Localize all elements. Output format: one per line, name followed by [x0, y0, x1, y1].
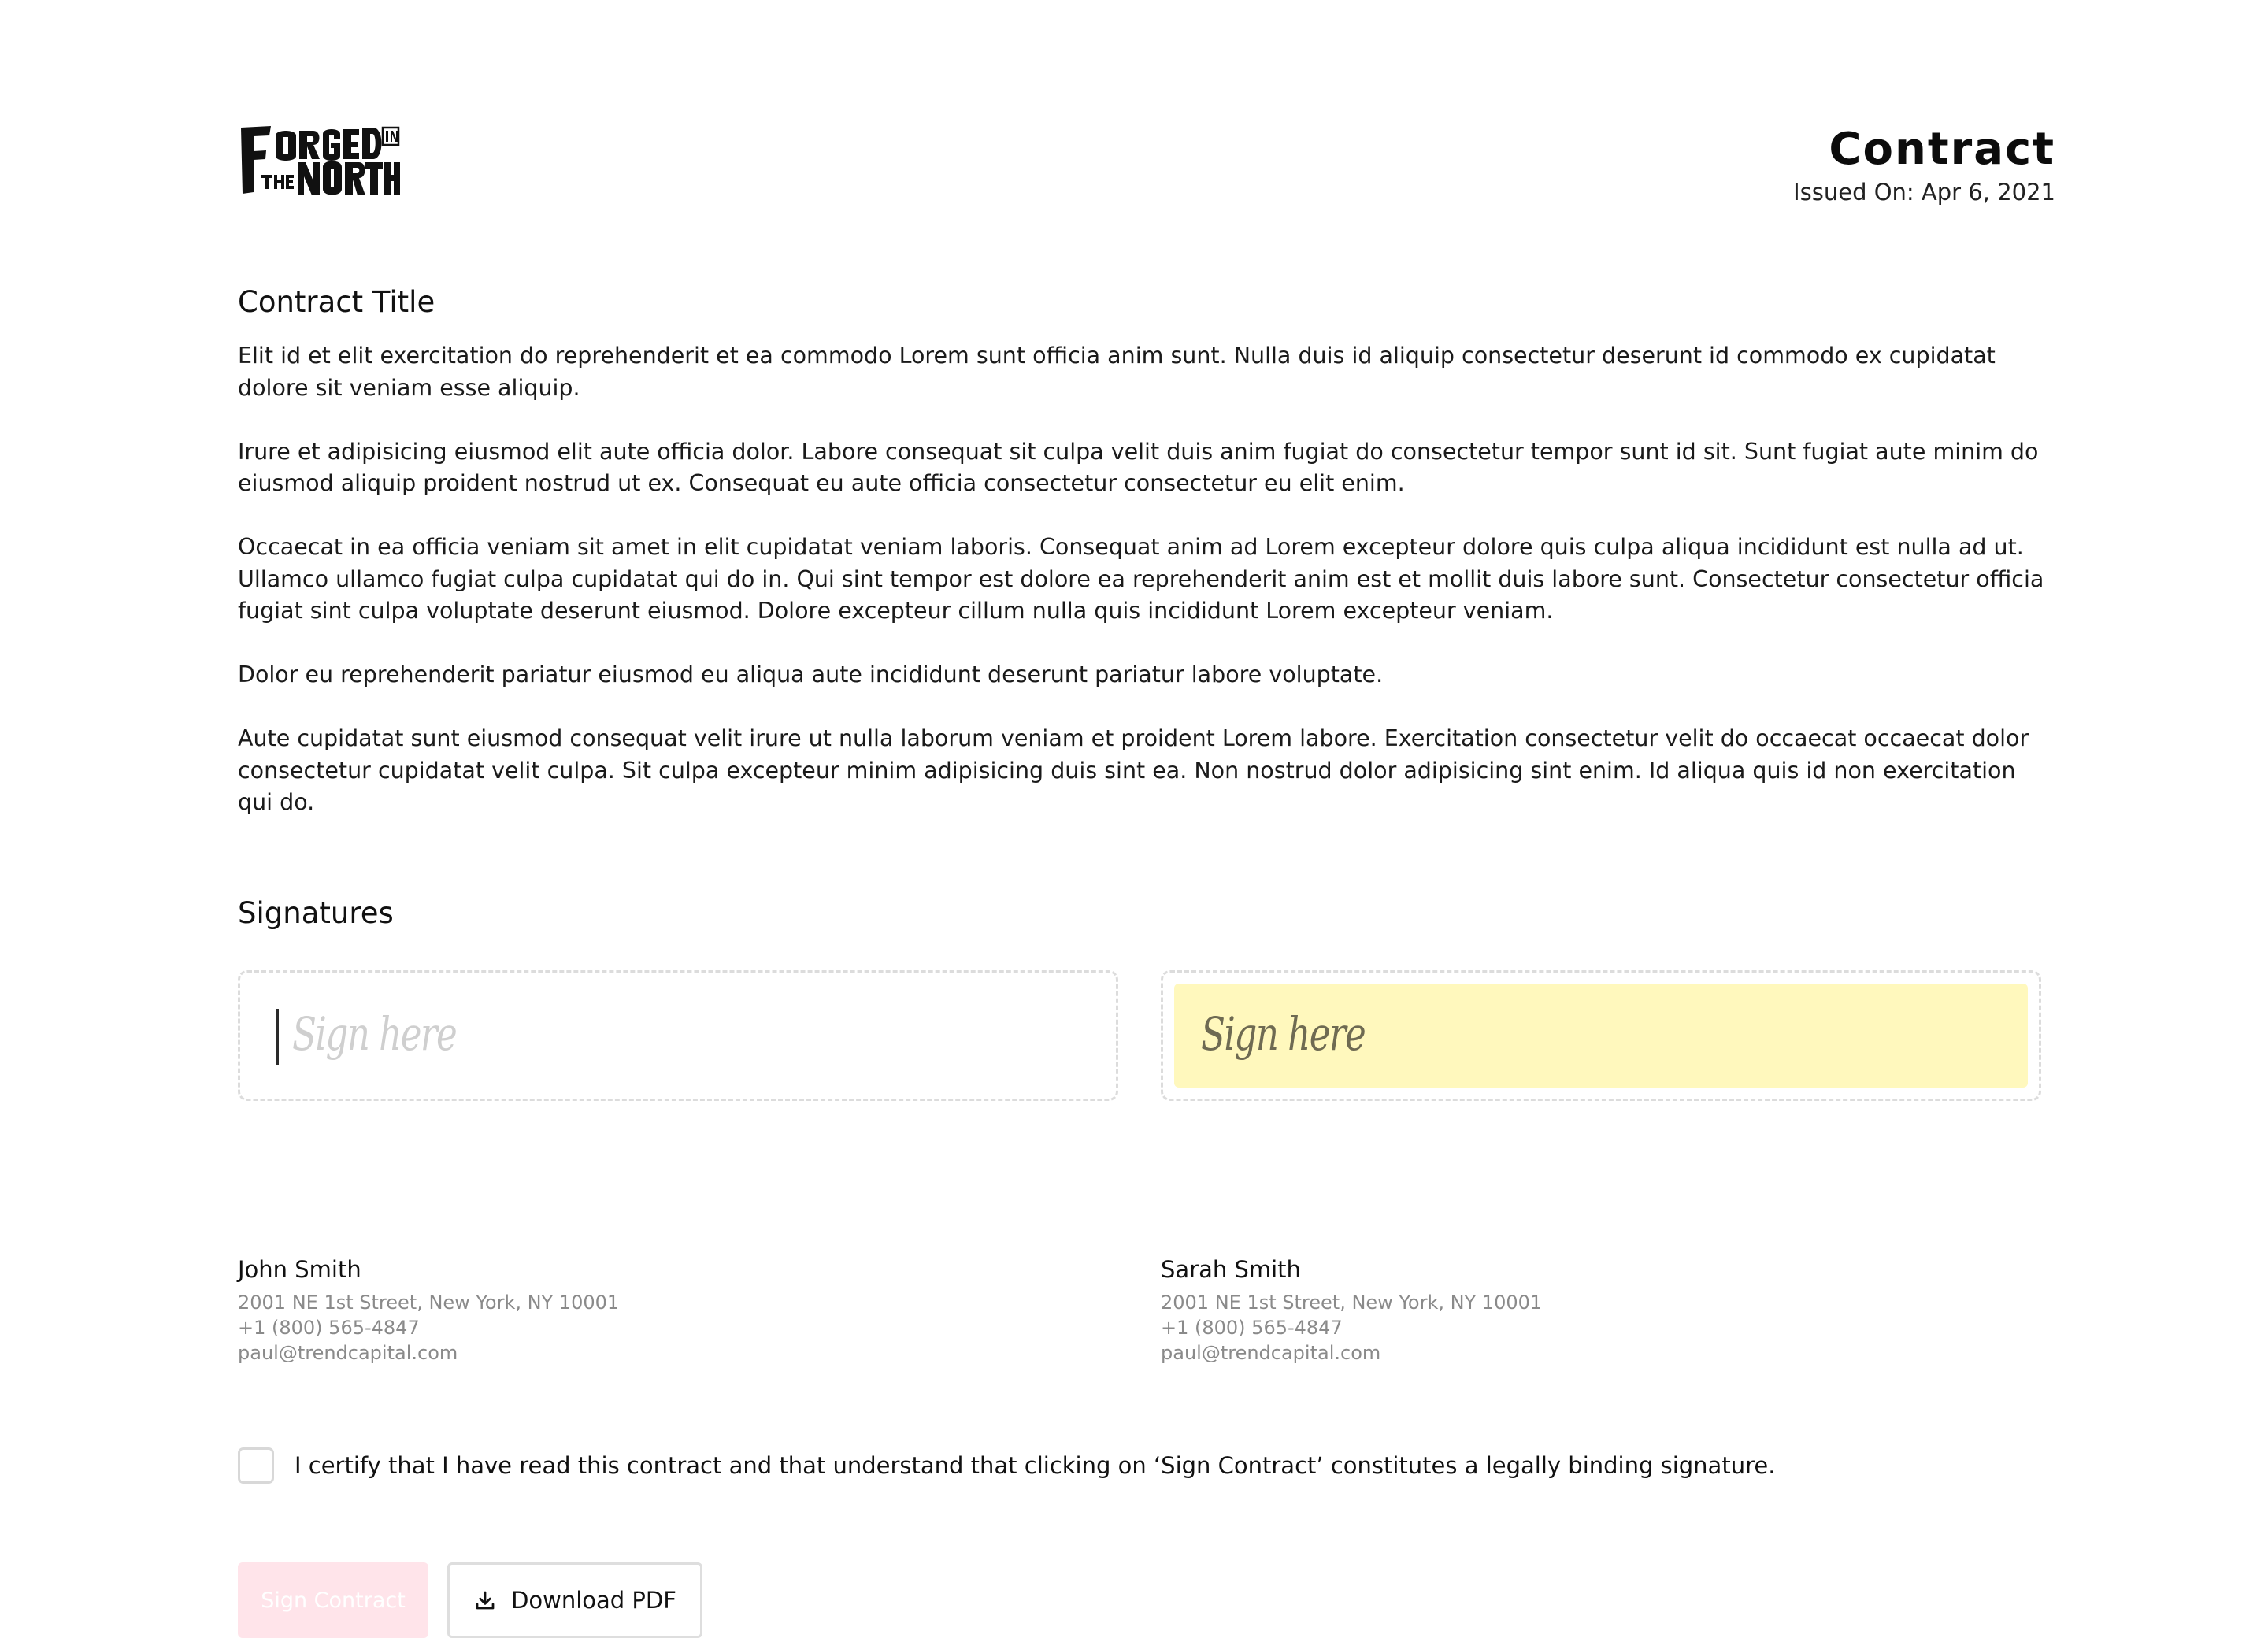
certify-checkbox[interactable]	[238, 1447, 274, 1484]
contract-paragraph: Dolor eu reprehenderit pariatur eiusmod eu aliqua aute incididunt deserunt pariatur labore voluptate.	[238, 662, 1384, 687]
issued-label: Issued On:	[1793, 179, 1914, 206]
signature-placeholder: Sign here	[1201, 1007, 1366, 1061]
signer-name: John Smith	[238, 1256, 361, 1283]
contract-paragraph: Elit id et elit exercitation do reprehenderit et ea commodo Lorem sunt officia anim sunt. Nulla duis id aliquip consectetur deserunt id commodo ex cupidatat dolore sit veniam esse aliquip.	[238, 343, 1996, 401]
contract-page	[238, 118, 2055, 1614]
contract-title: Contract Title	[238, 285, 435, 319]
contract-paragraph: Irure et adipisicing eiusmod elit aute officia dolor. Labore consequat sit culpa velit duis anim fugiat do consectetur tempor sunt id sit. Sunt fugiat aute minim do eiusmod aliquip proident nostrud ut ex. Consequat eu aute officia consectetur consectetur eu elit enim.	[238, 438, 2039, 496]
certify-row	[238, 1446, 1775, 1485]
text-cursor	[276, 1009, 279, 1065]
contract-paragraph: Aute cupidatat sunt eiusmod consequat velit irure ut nulla laborum veniam et proident Lorem labore. Exercitation consectetur velit do occaecat occaecat dolor consectetur cupidatat velit culpa. Sit culpa excepteur minim adipisicing duis sint ea. Non nostrud dolor adipisicing sint enim. Id aliqua quis id non exercitation qui do.	[238, 725, 2029, 815]
signer-phone: +1 (800) 565-4847	[1161, 1317, 1343, 1339]
download-icon	[473, 1588, 497, 1612]
signer-name: Sarah Smith	[1161, 1256, 1301, 1283]
signer-info-john-smith	[238, 1254, 1118, 1366]
issued-date	[1793, 178, 2055, 206]
forged-in-the-north-logo	[238, 123, 400, 198]
contract-body	[238, 340, 2049, 850]
document-heading	[1793, 124, 2055, 206]
signer-address: 2001 NE 1st Street, New York, NY 10001	[238, 1292, 620, 1314]
contract-paragraph: Occaecat in ea officia veniam sit amet in elit cupidatat veniam laboris. Consequat anim ad Lorem excepteur dolore quis culpa aliqua incididunt est nulla ad ut. Ullamco ullamco fugiat culpa cupidatat qui do in. Qui sint tempor est dolore ea reprehenderit anim est et mollit duis labore sunt. Consectetur consectetur officia fugiat sint culpa voluptate deserunt eiusmod. Dolore excepteur cillum nulla quis incididunt Lorem excepteur veniam.	[238, 534, 2044, 624]
signature-placeholder: Sign here	[292, 1007, 457, 1061]
certify-label: I certify that I have read this contract and that understand that clicking on ‘Sign Contract’ constitutes a legally binding signature.	[295, 1452, 1776, 1479]
signature-field-sarah-smith[interactable]	[1161, 970, 2041, 1101]
sign-contract-button[interactable]: Sign Contract	[238, 1562, 428, 1638]
signer-address: 2001 NE 1st Street, New York, NY 10001	[1161, 1292, 1543, 1314]
signatures-title: Signatures	[238, 896, 394, 930]
signer-phone: +1 (800) 565-4847	[238, 1317, 420, 1339]
action-buttons	[238, 1562, 702, 1638]
signature-field-john-smith[interactable]	[238, 970, 1118, 1101]
issued-date-value: Apr 6, 2021	[1921, 179, 2055, 206]
signer-info-sarah-smith	[1161, 1254, 2041, 1366]
contract-header	[238, 118, 2055, 236]
download-pdf-label: Download PDF	[511, 1587, 676, 1614]
signer-email: paul@trendcapital.com	[238, 1342, 458, 1364]
signer-email: paul@trendcapital.com	[1161, 1342, 1381, 1364]
download-pdf-button[interactable]	[447, 1562, 702, 1638]
page-title: Contract	[1829, 124, 2055, 175]
